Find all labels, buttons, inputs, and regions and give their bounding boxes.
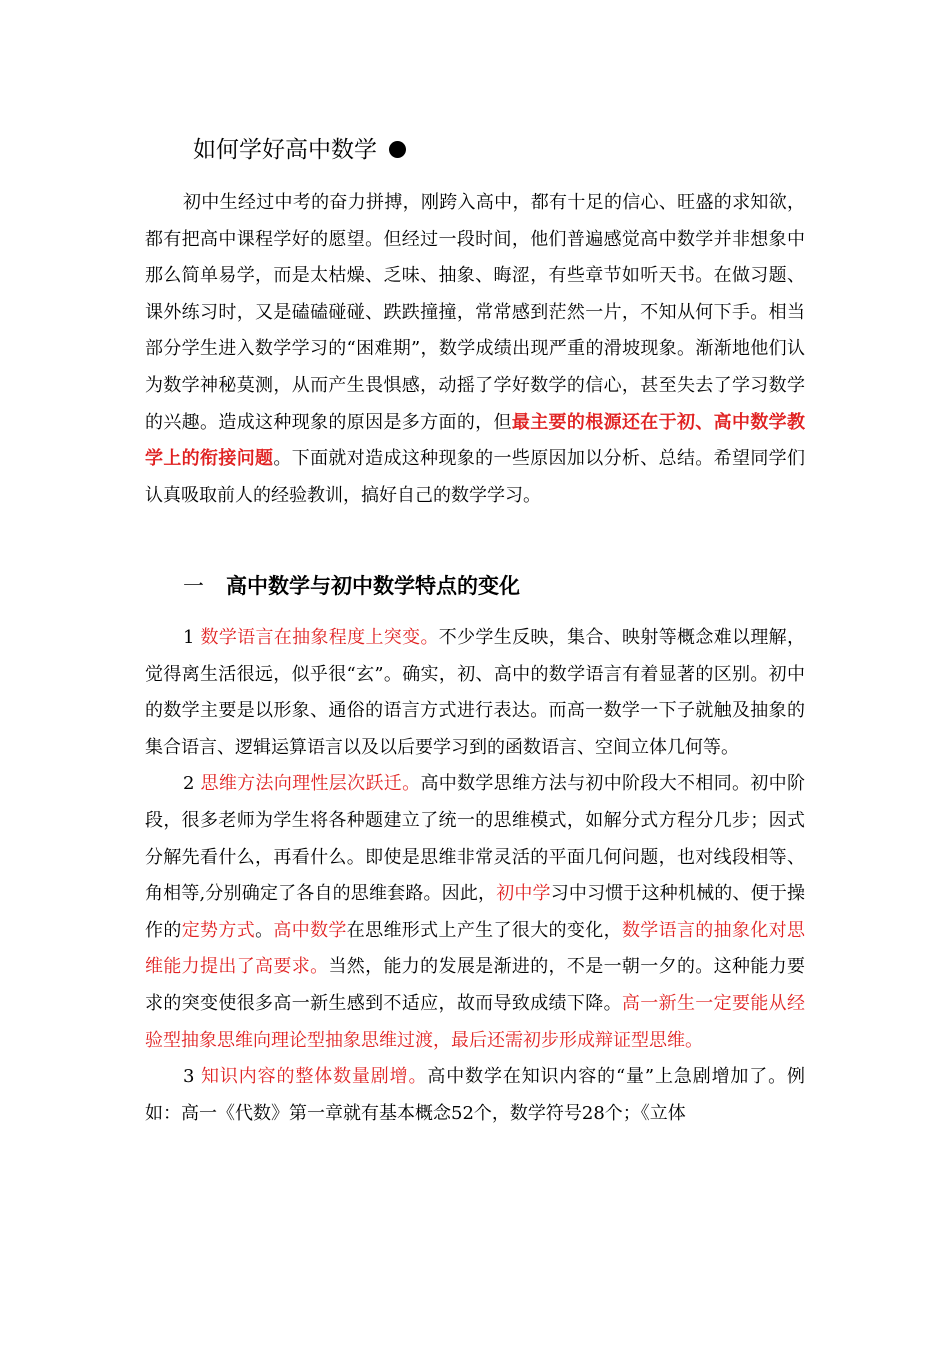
item-2-highlight-4: 数学语言的抽象化对思维能力提出了高要求 bbox=[145, 919, 806, 978]
item-2-highlight-3: 高中数学 bbox=[273, 919, 347, 941]
intro-paragraph bbox=[145, 185, 805, 514]
document-title bbox=[193, 133, 406, 167]
item-2-highlight-2: 定势方式 bbox=[181, 919, 256, 941]
item-2-highlight-4-end: 。 bbox=[310, 956, 329, 978]
item-1-number: 1 bbox=[183, 627, 195, 648]
item-2-number: 2 bbox=[183, 773, 195, 795]
item-2-text-5: 当然，能力的发展是渐进的，不是一朝一夕的。这种能力要求的突变使很多高一新生感到不适应，故而导致成绩下降。 bbox=[145, 956, 806, 1014]
item-1-heading: 数学语言在抽象程度上突变。 bbox=[200, 627, 439, 648]
item-3-text: 高中数学在知识内容的“量”上急剧增加了。例如：高一《代数》第一章就有基本概念52个，数学符号28个；《立体 bbox=[145, 1066, 806, 1124]
section-title: 高中数学与初中数学特点的变化 bbox=[226, 573, 520, 598]
item-2-heading: 思维方法向理性层次跃迁。 bbox=[200, 773, 421, 795]
items-section bbox=[145, 620, 805, 1132]
item-2-text-4: 在思维形式上产生了很大的变化， bbox=[346, 919, 622, 941]
document-title-text: 如何学好高中数学 bbox=[193, 137, 377, 163]
section-number: 一 bbox=[183, 574, 204, 598]
item-2-text-3: 。 bbox=[255, 919, 274, 941]
intro-text-1: 初中生经过中考的奋力拼搏，刚跨入高中，都有十足的信心、旺盛的求知欲，都有把高中课程学好的愿望。但经过一段时间，他们普遍感觉高中数学并非想象中那么简单易学，而是太枯燥、乏味、抽象、晦涩，有些章节如听天书。在做习题、课外练习时，又是磕磕碰碰、跌跌撞撞，常常感到茫然一片，不知从何下手。相当部分学生进入数学学习的“困难期”，数学成绩出现严重的滑坡现象。渐渐地他们认为数学神秘莫测，从而产生畏惧感，动摇了学好数学的信心，甚至失去了学习数学的兴趣。造成这种现象的原因是多方面的，但 bbox=[145, 192, 805, 433]
item-2-highlight-1: 初中学 bbox=[496, 883, 551, 905]
item-1-paragraph bbox=[145, 620, 805, 766]
item-2-paragraph bbox=[145, 766, 805, 1059]
filled-circle-icon bbox=[389, 141, 406, 158]
intro-key-point: 最主要的根源还在于初、高中数学教学上的衔接问题 bbox=[145, 411, 806, 470]
item-2-text-2: 习中习惯于这种机械的、便于操作的 bbox=[145, 883, 805, 941]
item-3-heading: 知识内容的整体数量剧增。 bbox=[201, 1066, 428, 1088]
intro-text-2: 。下面就对造成这种现象的一些原因加以分析、总结。希望同学们认真吸取前人的经验教训，搞好自己的数学学习。 bbox=[145, 448, 806, 506]
item-1-text: 不少学生反映，集合、映射等概念难以理解，觉得离生活很远，似乎很“玄”。确实，初、高中的数学语言有着显著的区别。初中的数学主要是以形象、通俗的语言方式进行表达。而高一数学一下子就触及抽象的集合语言、逻辑运算语言以及以后要学习到的函数语言、空间立体几何等。 bbox=[145, 627, 806, 758]
item-3-paragraph bbox=[145, 1059, 805, 1132]
section-heading bbox=[183, 569, 520, 603]
item-2-text-1: 高中数学思维方法与初中阶段大不相同。初中阶段，很多老师为学生将各种题建立了统一的思维模式，如解分式方程分几步；因式分解先看什么，再看什么。即使是思维非常灵活的平面几何问题，也对线段相等、角相等,分别确定了各自的思维套路。因此， bbox=[145, 773, 806, 905]
item-3-number: 3 bbox=[183, 1066, 195, 1088]
item-2-highlight-5: 高一新生一定要能从经验型抽象思维向理论型抽象思维过渡，最后还需初步形成辩证型思维。 bbox=[145, 992, 806, 1051]
intro-section bbox=[145, 185, 805, 514]
